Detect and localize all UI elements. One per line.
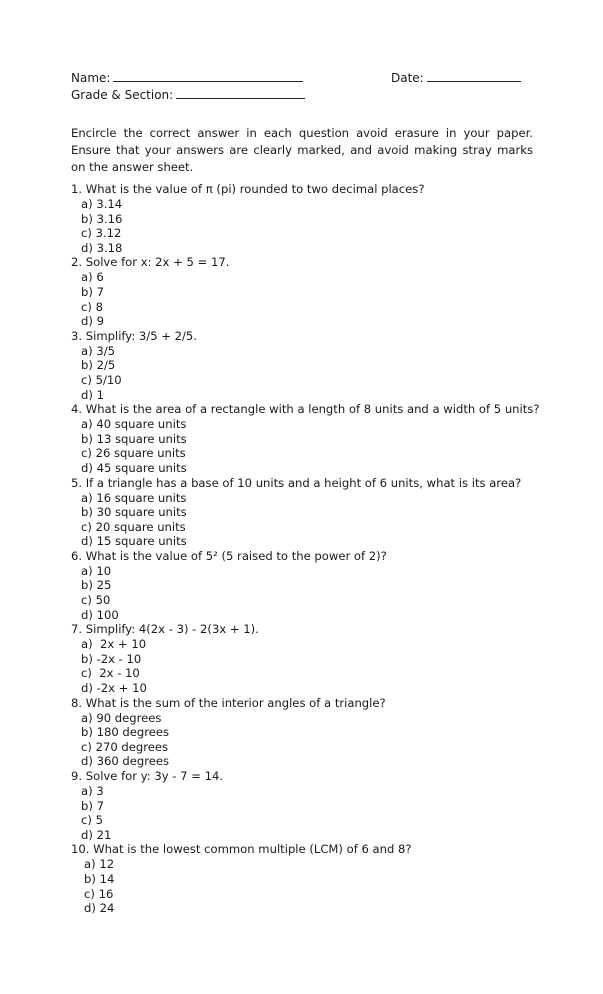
question-9 xyxy=(71,769,541,842)
option-c: c) 270 degrees xyxy=(81,739,169,754)
option-a: a) 3/5 xyxy=(81,343,115,358)
grade-section-blank-line xyxy=(176,87,305,99)
grade-section-label: Grade & Section: xyxy=(71,88,174,102)
option-b: b) -2x - 10 xyxy=(81,651,142,666)
option-a: a) 12 xyxy=(84,857,115,872)
question-text: 5. If a triangle has a base of 10 units and a height of 6 units, what is its area? xyxy=(71,475,522,490)
option-c: c) 16 xyxy=(84,886,114,901)
option-d: d) 9 xyxy=(81,314,104,329)
option-a: a) 3 xyxy=(81,784,104,798)
option-b: b) 14 xyxy=(84,871,115,886)
option-b: b) 25 xyxy=(81,578,112,593)
question-8 xyxy=(71,696,541,769)
option-d: d) 1 xyxy=(81,387,104,402)
question-4 xyxy=(71,402,541,475)
question-6 xyxy=(71,549,541,622)
question-1 xyxy=(71,182,541,255)
name-row xyxy=(71,70,303,86)
option-b: b) 3.16 xyxy=(81,211,123,226)
option-b: b) 7 xyxy=(81,284,104,299)
question-7 xyxy=(71,622,541,695)
question-text: 6. What is the value of 5² (5 raised to the power of 2)? xyxy=(71,548,387,563)
name-label: Name: xyxy=(71,71,111,85)
name-blank-line xyxy=(113,70,303,82)
option-c: c) 8 xyxy=(81,299,103,314)
option-d: d) 24 xyxy=(84,901,115,916)
option-a: a) 16 square units xyxy=(81,490,187,505)
option-d: d) 100 xyxy=(81,607,119,622)
option-a: a) 10 xyxy=(81,563,112,578)
option-b: b) 30 square units xyxy=(81,505,187,520)
question-text: 4. What is the area of a rectangle with a length of 8 units and a width of 5 units? xyxy=(71,402,540,417)
option-d: d) 15 square units xyxy=(81,534,187,549)
question-text: 8. What is the sum of the interior angles of a triangle? xyxy=(71,695,386,710)
question-text: 2. Solve for x: 2x + 5 = 17. xyxy=(71,255,230,270)
question-text: 7. Simplify: 4(2x - 3) - 2(3x + 1). xyxy=(71,622,259,637)
option-b: b) 13 square units xyxy=(81,431,187,446)
option-b: b) 7 xyxy=(81,798,104,813)
option-a: a) 90 degrees xyxy=(81,710,162,725)
option-c: c) 3.12 xyxy=(81,226,122,241)
option-c: c) 2x - 10 xyxy=(81,666,140,681)
question-text: 1. What is the value of π (pi) rounded to two decimal places? xyxy=(71,182,425,196)
question-3 xyxy=(71,329,541,402)
option-a: a) 3.14 xyxy=(81,197,123,211)
date-label: Date: xyxy=(391,71,424,85)
option-c: c) 5/10 xyxy=(81,372,122,387)
grade-section-row xyxy=(71,87,305,103)
question-text: 3. Simplify: 3/5 + 2/5. xyxy=(71,328,197,343)
date-blank-line xyxy=(427,70,521,82)
question-text: 10. What is the lowest common multiple (LCM) of 6 and 8? xyxy=(71,842,412,857)
question-2 xyxy=(71,255,541,328)
question-text: 9. Solve for y: 3y - 7 = 14. xyxy=(71,769,224,783)
option-a: a) 6 xyxy=(81,270,104,285)
option-b: b) 2/5 xyxy=(81,358,116,373)
question-5 xyxy=(71,476,541,549)
option-a: a) 2x + 10 xyxy=(81,637,147,652)
option-c: c) 5 xyxy=(81,813,103,828)
option-d: d) 3.18 xyxy=(81,240,123,255)
date-row xyxy=(391,70,521,86)
question-10 xyxy=(71,842,541,915)
question-list xyxy=(71,182,541,916)
option-c: c) 26 square units xyxy=(81,446,186,461)
option-b: b) 180 degrees xyxy=(81,725,170,740)
option-c: c) 50 xyxy=(81,593,111,608)
option-d: d) 21 xyxy=(81,827,112,842)
option-d: d) 360 degrees xyxy=(81,754,170,769)
option-c: c) 20 square units xyxy=(81,519,186,534)
option-a: a) 40 square units xyxy=(81,417,187,432)
instructions: Encircle the correct answer in each question avoid erasure in your paper. Ensure that your answers are clearly marked, and avoid making stray marks on the answer sheet. xyxy=(71,126,533,174)
option-d: d) 45 square units xyxy=(81,460,187,475)
option-d: d) -2x + 10 xyxy=(81,681,147,696)
